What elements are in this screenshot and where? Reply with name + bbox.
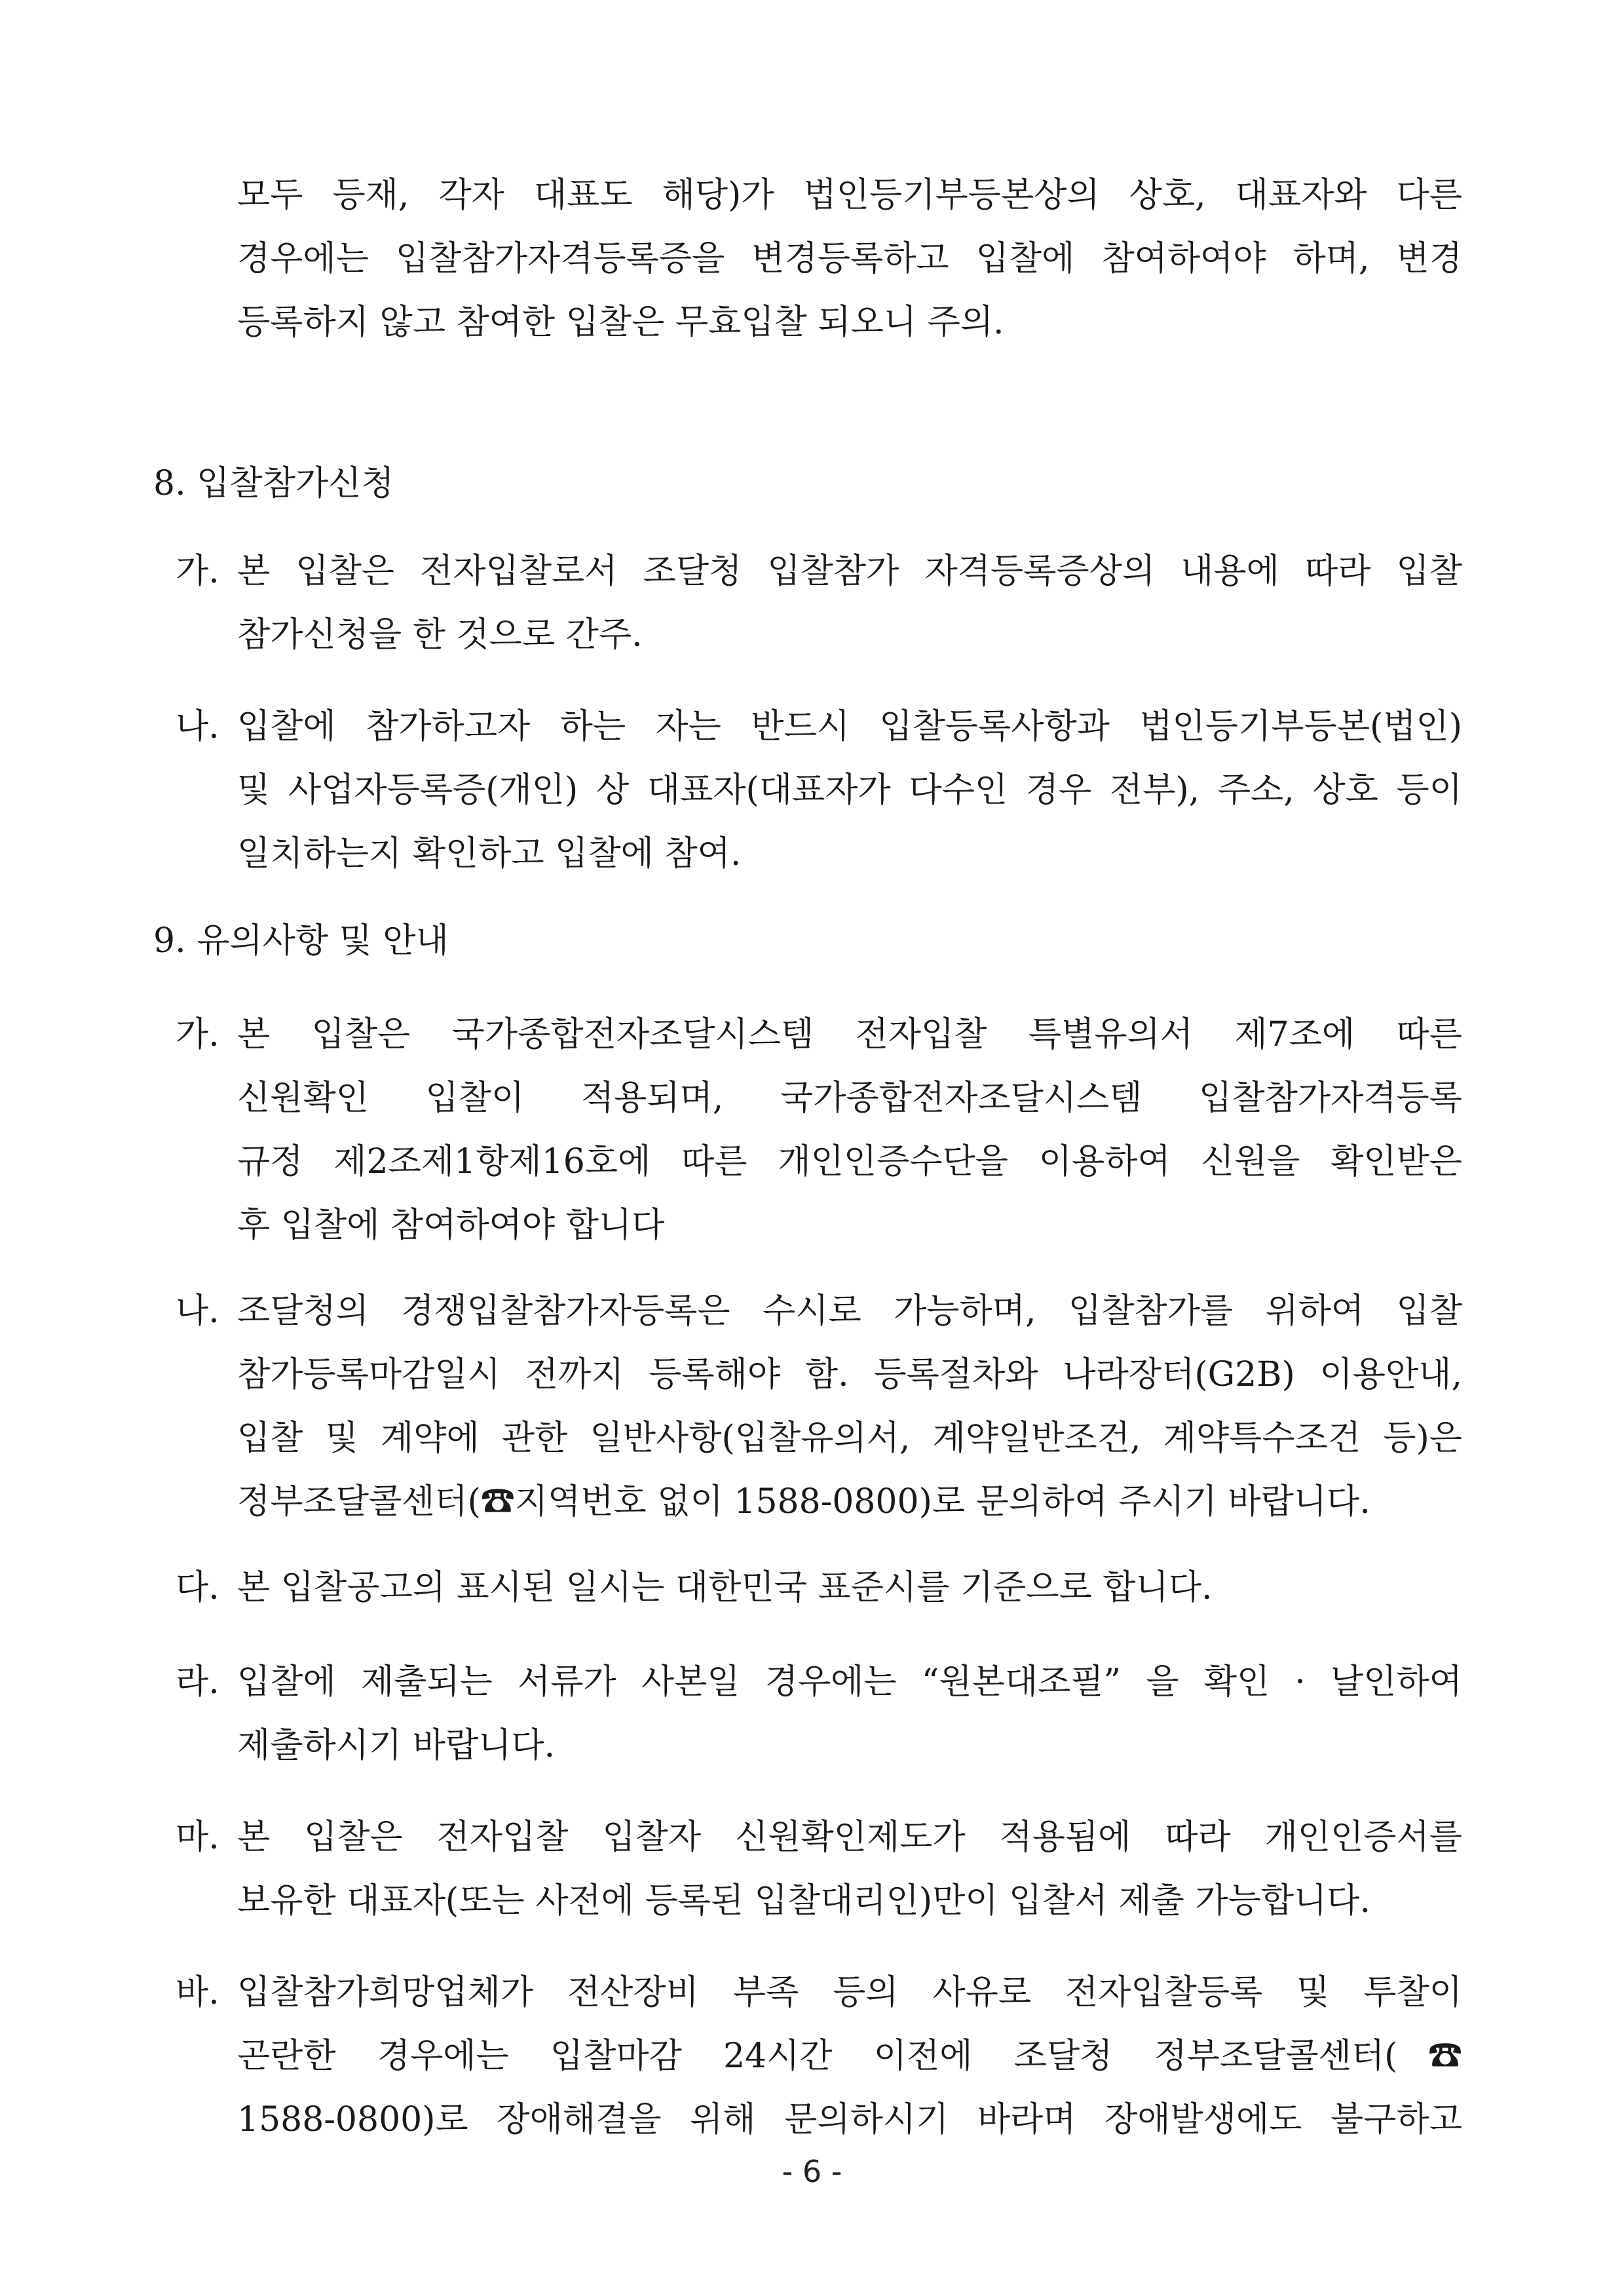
page-number: - 6 - bbox=[782, 2154, 842, 2189]
paragraph-line: 입찰에 참가하고자 하는 자는 반드시 입찰등록사항과 법인등기부등본(법인) bbox=[237, 707, 1462, 746]
paragraph-line: 후 입찰에 참여하여야 합니다 bbox=[237, 1206, 665, 1245]
intro-paragraph bbox=[237, 164, 1462, 354]
item-marker: 나. bbox=[176, 1292, 219, 1331]
item-marker: 바. bbox=[176, 1973, 219, 2012]
paragraph-line: 곤란한 경우에는 입찰마감 24시간 이전에 조달청 정부조달콜센터(☎ bbox=[237, 2037, 1462, 2076]
section-heading-8: 8. 입찰참가신청 bbox=[153, 464, 394, 503]
paragraph-line: 입찰참가희망업체가 전산장비 부족 등의 사유로 전자입찰등록 및 투찰이 bbox=[237, 1973, 1462, 2012]
paragraph-line: 참가신청을 한 것으로 간주. bbox=[237, 615, 643, 655]
paragraph-line: 조달청의 경쟁입찰참가자등록은 수시로 가능하며, 입찰참가를 위하여 입찰 bbox=[237, 1292, 1462, 1331]
paragraph-line: 본 입찰공고의 표시된 일시는 대한민국 표준시를 기준으로 합니다. bbox=[237, 1568, 1213, 1607]
item-body bbox=[237, 1961, 1462, 2152]
item-marker: 다. bbox=[176, 1568, 219, 1607]
paragraph-line: 경우에는 입찰참가자격등록증을 변경등록하고 입찰에 참여하여야 하며, 변경 bbox=[237, 239, 1462, 278]
paragraph-line: 입찰 및 계약에 관한 일반사항(입찰유의서, 계약일반조건, 계약특수조건 등)은 bbox=[237, 1419, 1462, 1458]
item-marker: 나. bbox=[176, 707, 219, 746]
item-marker: 가. bbox=[176, 1015, 219, 1054]
paragraph-line: 등록하지 않고 참여한 입찰은 무효입찰 되오니 주의. bbox=[237, 303, 1004, 342]
paragraph-line: 보유한 대표자(또는 사전에 등록된 입찰대리인)만이 입찰서 제출 가능합니다. bbox=[237, 1881, 1371, 1921]
paragraph-line: 참가등록마감일시 전까지 등록해야 함. 등록절차와 나라장터(G2B) 이용안내, bbox=[237, 1355, 1462, 1394]
paragraph-line: 1588-0800)로 장애해결을 위해 문의하시기 바라며 장애발생에도 불구하고 bbox=[237, 2100, 1462, 2139]
item-marker: 라. bbox=[176, 1662, 219, 1702]
item-body bbox=[237, 540, 1462, 667]
item-body bbox=[237, 1556, 1462, 1620]
paragraph-line: 일치하는지 확인하고 입찰에 참여. bbox=[237, 834, 742, 873]
paragraph-line: 본 입찰은 전자입찰 입찰자 신원확인제도가 적용됨에 따라 개인인증서를 bbox=[237, 1818, 1462, 1857]
paragraph-line: 규정 제2조제1항제16호에 따른 개인인증수단을 이용하여 신원을 확인받은 bbox=[237, 1142, 1462, 1181]
item-body bbox=[237, 695, 1462, 886]
item-marker: 가. bbox=[176, 552, 219, 591]
item-body bbox=[237, 1806, 1462, 1933]
paragraph-line: 본 입찰은 전자입찰로서 조달청 입찰참가 자격등록증상의 내용에 따라 입찰 bbox=[237, 552, 1462, 591]
item-body bbox=[237, 1003, 1462, 1257]
paragraph-line: 제출하시기 바랍니다. bbox=[237, 1726, 556, 1765]
paragraph-line: 입찰에 제출되는 서류가 사본일 경우에는 “원본대조필” 을 확인 · 날인하여 bbox=[237, 1662, 1462, 1702]
paragraph-line: 정부조달콜센터(☎지역번호 없이 1588-0800)로 문의하여 주시기 바랍니다. bbox=[237, 1482, 1370, 1521]
item-body bbox=[237, 1651, 1462, 1778]
paragraph-line: 및 사업자등록증(개인) 상 대표자(대표자가 다수인 경우 전부), 주소, 상호 등이 bbox=[237, 771, 1462, 810]
section-heading-9: 9. 유의사항 및 안내 bbox=[153, 921, 449, 961]
paragraph-line: 모두 등재, 각자 대표도 해당)가 법인등기부등본상의 상호, 대표자와 다른 bbox=[237, 176, 1462, 215]
paragraph-line: 본 입찰은 국가종합전자조달시스템 전자입찰 특별유의서 제7조에 따른 bbox=[237, 1015, 1462, 1054]
paragraph-line: 신원확인 입찰이 적용되며, 국가종합전자조달시스템 입찰참가자격등록 bbox=[237, 1079, 1462, 1118]
item-marker: 마. bbox=[176, 1818, 219, 1857]
item-body bbox=[237, 1280, 1462, 1534]
